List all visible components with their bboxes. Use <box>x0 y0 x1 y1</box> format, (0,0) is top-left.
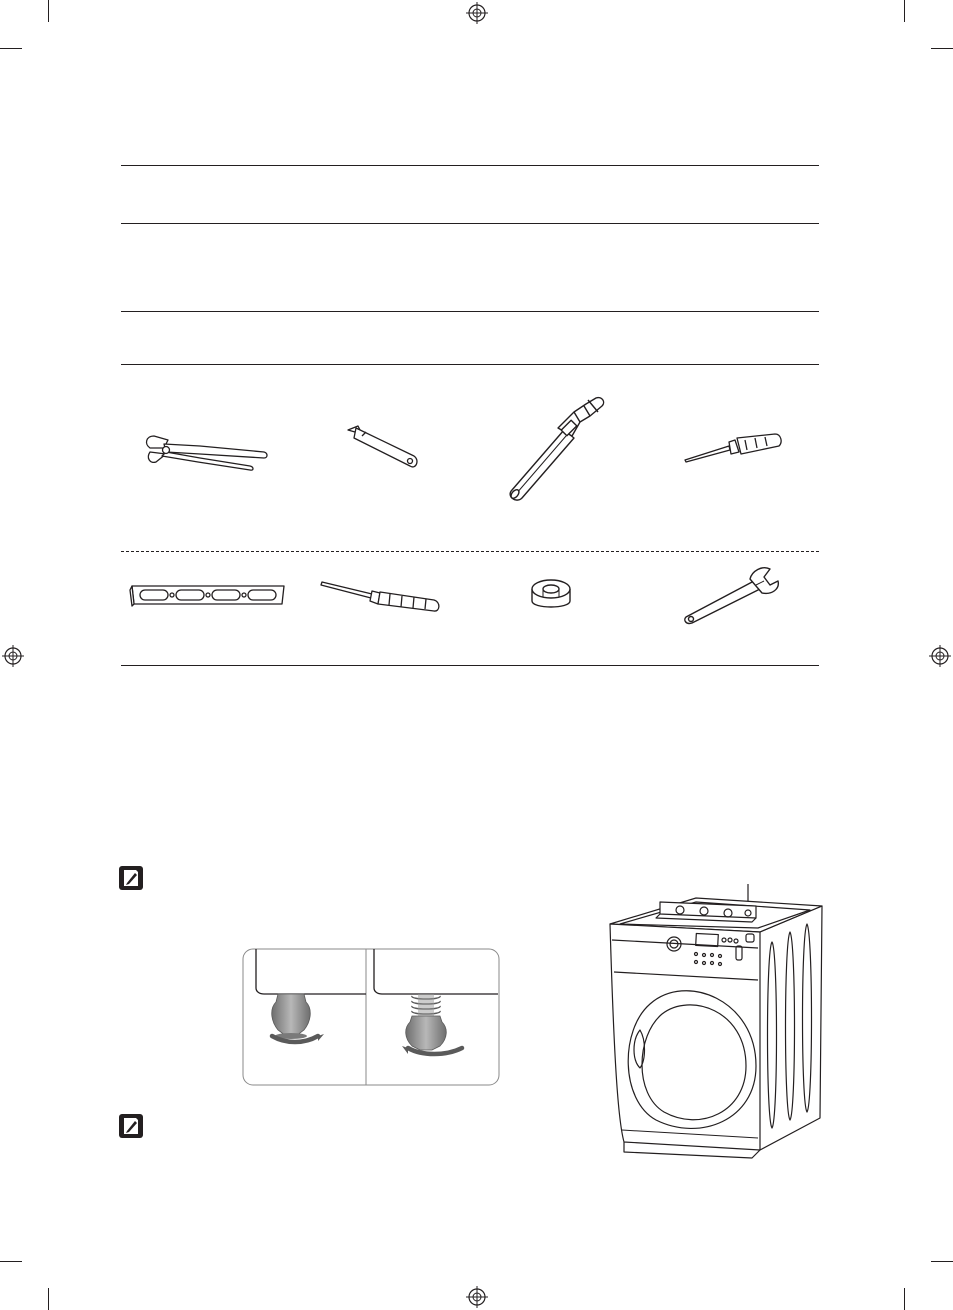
dryer-with-level-illustration <box>600 880 825 1160</box>
registration-mark-icon <box>466 1286 488 1308</box>
registration-mark-icon <box>466 2 488 24</box>
table-rule <box>121 165 819 166</box>
table-rule <box>121 311 819 312</box>
note-icon <box>118 865 144 891</box>
registration-mark-icon <box>929 645 951 667</box>
table-rule <box>121 665 819 666</box>
registration-mark-icon <box>2 645 24 667</box>
crop-mark <box>48 1288 49 1310</box>
level-icon <box>128 582 288 610</box>
tape-roll-icon <box>526 575 576 615</box>
crop-mark <box>931 48 953 49</box>
adjustable-wrench-icon <box>684 563 784 625</box>
table-rule <box>121 364 819 365</box>
crop-mark <box>904 1288 905 1310</box>
table-rule <box>121 223 819 224</box>
utility-knife-icon <box>344 424 424 474</box>
crop-mark <box>0 48 22 49</box>
crop-mark <box>48 0 49 22</box>
flat-screwdriver-icon <box>683 432 783 462</box>
crop-mark <box>0 1261 22 1262</box>
pipe-wrench-icon <box>500 394 610 506</box>
crop-mark <box>904 0 905 22</box>
phillips-screwdriver-icon <box>320 578 442 614</box>
leveling-feet-illustration <box>242 948 500 1086</box>
table-dashed-rule <box>121 551 819 552</box>
crop-mark <box>931 1261 953 1262</box>
pliers-icon <box>140 432 270 472</box>
note-icon <box>118 1113 144 1139</box>
